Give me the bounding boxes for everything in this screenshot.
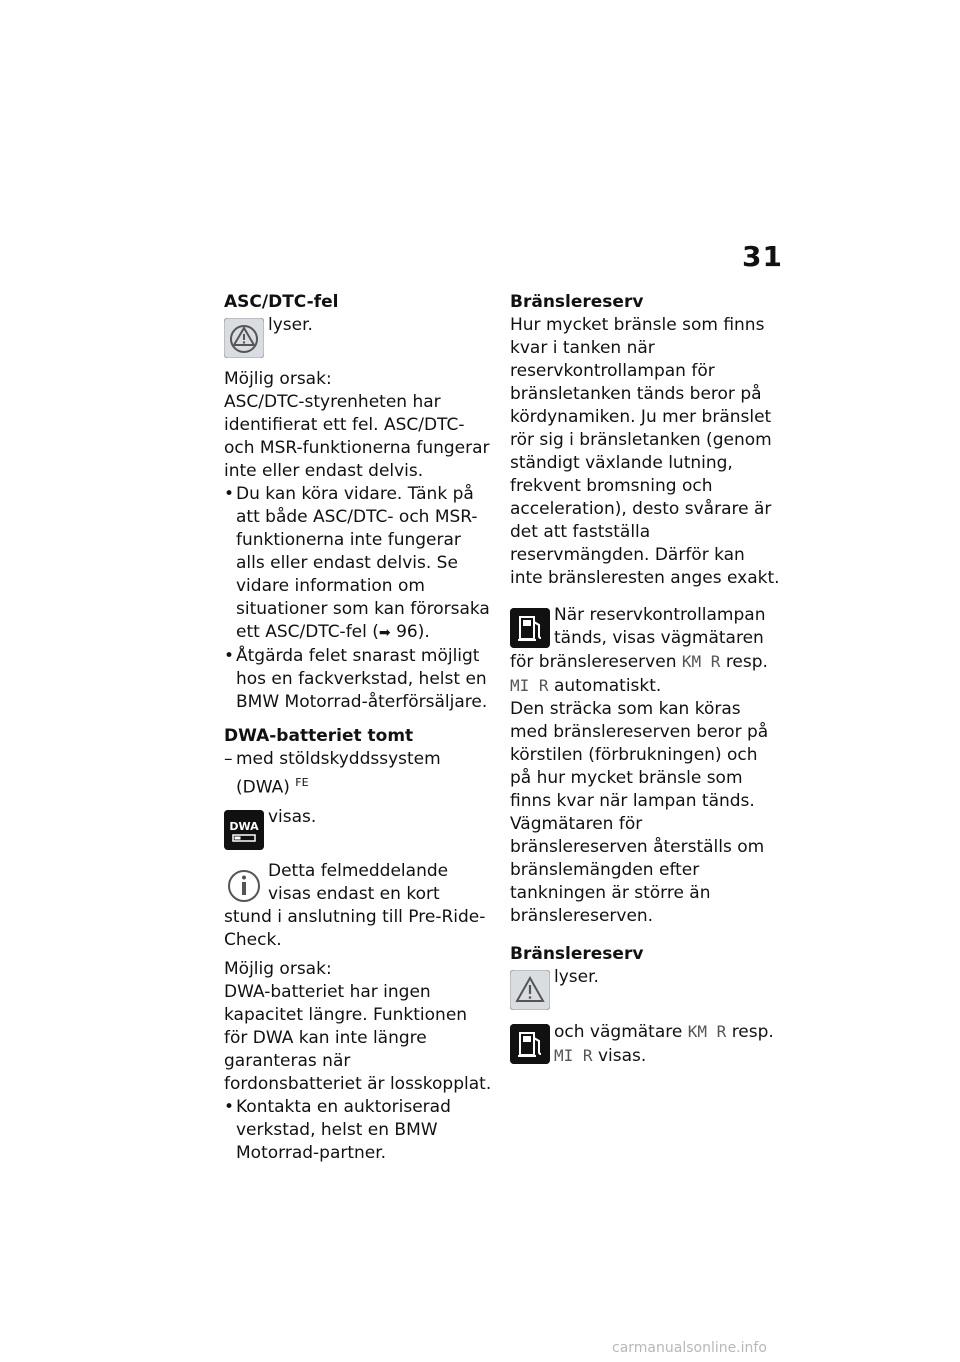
- left-column: [224, 290, 492, 1165]
- dwa-condition: – med stöldskyddssystem (DWA) $^{FE}$: [224, 748, 492, 800]
- dwa-row: [224, 806, 492, 850]
- asc-cause-text: ASC/DTC-styrenheten har identifierat ett fel. ASC/DTC- och MSR-funktionerna fungerar inte eller endast delvis.: [224, 392, 490, 481]
- dwa-cause-label: Möjlig orsak:: [224, 958, 332, 979]
- reserve-distance-text: Den sträcka som kan köras med bränslereserven beror på körstilen (förbrukningen) och på hur mycket bränsle som finns kvar när lampan tänds. Vägmätaren för bränslereserven återställs om bränslemängden efter tankningen är större än bränslereserven.: [510, 699, 769, 926]
- asc-heading: ASC/DTC-fel: [224, 292, 339, 312]
- reserve-lamp-text: När reservkontrollampan tänds, visas vägmätaren för bränslereserven KM R resp. MI R automatiskt.: [510, 605, 768, 696]
- asc-warning-row: [224, 314, 492, 358]
- km-r-display-2: KM R: [687, 1022, 727, 1041]
- footer-watermark: carmanualsonline.info: [612, 1340, 767, 1356]
- list-item: • Åtgärda felet snarast möjligt hos en fackverkstad, helst en BMW Motorrad-återförsäljare.: [224, 645, 492, 714]
- fuel-pump-icon-2: [510, 1024, 550, 1064]
- reserve-heading: Bränslereserv: [510, 292, 644, 312]
- reserve-lamp-block: [510, 604, 782, 698]
- dwa-info-text: Detta felmeddelande visas endast en kort stund i anslutning till Pre-Ride-Check.: [224, 860, 486, 950]
- dwa-heading: DWA-batteriet tomt: [224, 726, 414, 746]
- dwa-shown-text: visas.: [268, 806, 317, 827]
- reserve-odometer-text: och vägmätare KM R resp. MI R visas.: [554, 1022, 774, 1066]
- asc-bullet-list: [224, 483, 492, 714]
- fuel-pump-icon: [510, 608, 550, 648]
- list-item: • Kontakta en auktoriserad verkstad, helst en BMW Motorrad-partner.: [224, 1096, 492, 1165]
- reserve-heading-2: Bränslereserv: [510, 944, 644, 964]
- asc-cause-label: Möjlig orsak:: [224, 369, 332, 389]
- mi-r-display: MI R: [510, 676, 549, 695]
- fe-marker: FE: [295, 776, 309, 789]
- mi-r-display-2: MI R: [554, 1046, 593, 1065]
- svg-text:DWA: DWA: [229, 819, 259, 833]
- list-item: • Du kan köra vidare. Tänk på att både ASC/DTC- och MSR-funktionerna inte fungerar alls eller endast delvis. Se vidare information om situationer som kan förorsaka ett ASC/DTC-fel (➡ 96).: [224, 483, 492, 645]
- asc-lights-text: lyser.: [268, 315, 313, 335]
- asc-warning-icon: [224, 318, 264, 358]
- dwa-cause-text: DWA-batteriet har ingen kapacitet längre. Funktionen för DWA kan inte längre garanteras när fordonsbatteriet är losskopplat.: [224, 981, 492, 1094]
- warning-triangle-icon: [510, 970, 550, 1010]
- km-r-display: KM R: [681, 652, 721, 671]
- dwa-info-block: [224, 860, 492, 952]
- reserve-text: Hur mycket bränsle som finns kvar i tanken när reservkontrollampan för bränsletanken tänds beror på kördynamiken. Ju mer bränslet rör sig i bränsletanken (genom ständigt växlande lutning, frekvent bromsning och acceleration), desto svårare är det att fastställa reservmängden. Därför kan inte bränsleresten anges exakt.: [510, 315, 780, 588]
- reserve-odometer-block: [510, 1020, 782, 1068]
- right-column: [510, 290, 782, 1068]
- dwa-bullet-list: [224, 1096, 492, 1165]
- reserve-warning-row: [510, 966, 782, 1010]
- dwa-icon: [224, 810, 264, 850]
- page-number: 31: [742, 240, 783, 273]
- page-ref-arrow-icon: ➡: [378, 625, 391, 641]
- reserve-lights-text: lyser.: [554, 967, 599, 987]
- page-ref[interactable]: 96).: [396, 622, 430, 642]
- info-icon: [224, 864, 264, 904]
